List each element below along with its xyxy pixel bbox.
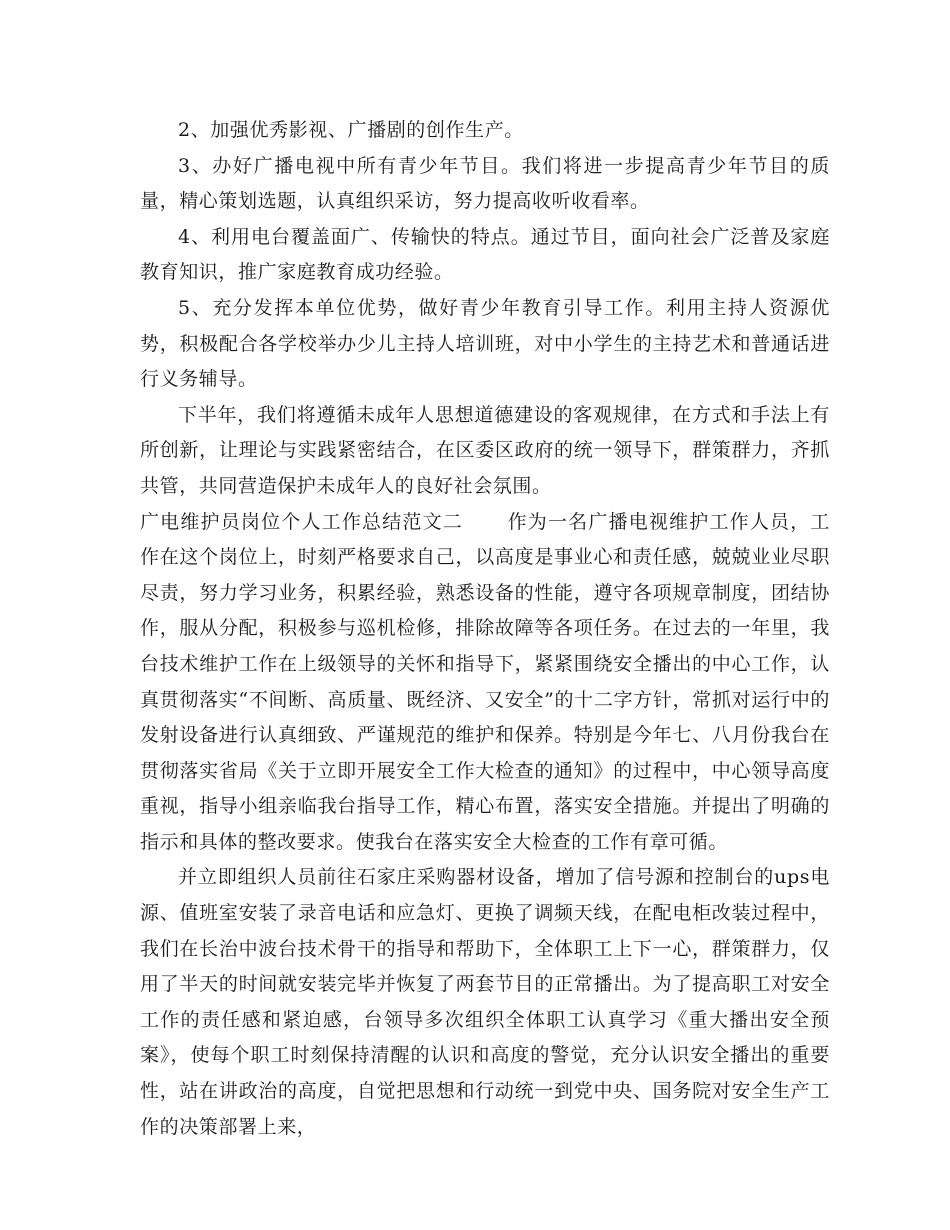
document-body xyxy=(140,113,830,1145)
section-title: 广电维护员岗位个人工作总结范文二 xyxy=(140,510,463,533)
paragraph-second-half-year: 下半年，我们将遵循未成年人思想道德建设的客观规律，在方式和手法上有所创新，让理论与实践紧密结合，在区委区政府的统一领导下，群策群力，齐抓共管，共同营造保护未成年人的良好社会氛围。 xyxy=(140,403,830,497)
paragraph-item-4: 4、利用电台覆盖面广、传输快的特点。通过节目，面向社会广泛普及家庭教育知识，推广家庭教育成功经验。 xyxy=(140,225,830,284)
paragraph-item-2: 2、加强优秀影视、广播剧的创作生产。 xyxy=(178,119,524,141)
paragraph-item-3: 3、办好广播电视中所有青少年节目。我们将进一步提高青少年节目的质量，精心策划选题，认真组织采访，努力提高收听收看率。 xyxy=(140,154,830,213)
paragraph-item-5: 5、充分发挥本单位优势，做好青少年教育引导工作。利用主持人资源优势，积极配合各学校举办少儿主持人培训班，对中小学生的主持艺术和普通话进行义务辅导。 xyxy=(140,296,830,391)
section-intro: 作为一名广播电视维护工作人员，工作在这个岗位上，时刻严格要求自己，以高度是事业心和责任感，兢兢业业尽职尽责，努力学习业务，积累经验，熟悉设备的性能，遵守各项规章制度，团结协作，服从分配，积极参与巡机检修，排除故障等各项任务。在过去的一年里，我台技术维护工作在上级领导的关怀和指导下，紧紧围绕安全播出的中心工作，认真贯彻落实“不间断、高质量、既经济、又安全”的十二字方针，常抓对运行中的发射设备进行认真细致、严谨规范的维护和保养。特别是今年七、八月份我台在贯彻落实省局《关于立即开展安全工作大检查的通知》的过程中，中心领导高度重视，指导小组亲临我台指导工作，精心布置，落实安全措施。并提出了明确的指示和具体的整改要求。使我台在落实安全大检查的工作有章可循。 xyxy=(140,510,830,853)
section-paragraph xyxy=(140,505,830,861)
closing-paragraph: 并立即组织人员前往石家庄采购器材设备，增加了信号源和控制台的ups电源、值班室安装了录音电话和应急灯、更换了调频天线，在配电柜改装过程中，我们在长治中波台技术骨干的指导和帮助下，全体职工上下一心，群策群力，仅用了半天的时间就安装完毕并恢复了两套节目的正常播出。为了提高职工对安全工作的责任感和紧迫感，台领导多次组织全体职工认真学习《重大播出安全预案》，使每个职工时刻保持清醒的认识和高度的警觉，充分认识安全播出的重要性，站在讲政治的高度，自觉把思想和行动统一到党中央、国务院对安全生产工作的决策部署上来， xyxy=(140,866,830,1138)
